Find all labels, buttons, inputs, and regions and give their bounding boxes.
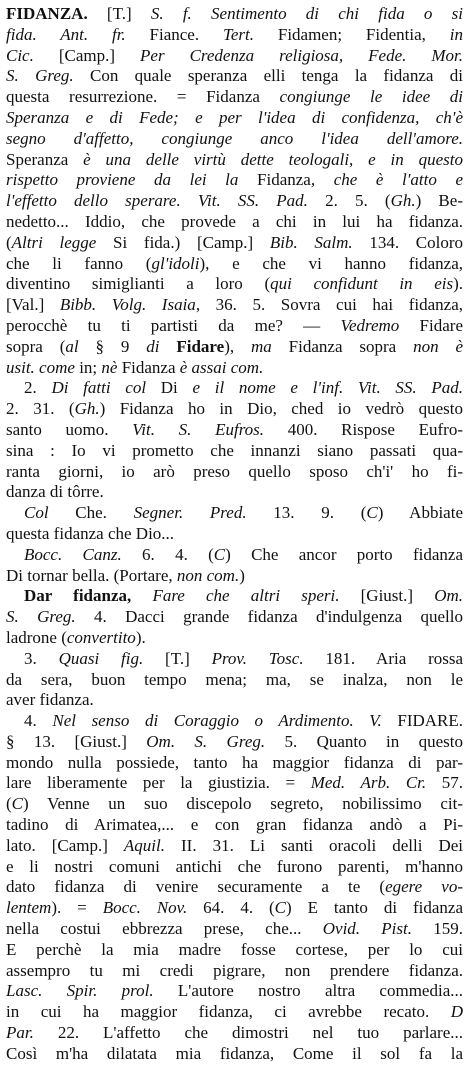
text-line (6, 337, 463, 358)
text-line (6, 711, 463, 732)
text-run: Con quale speranza elli tenga la fidanza di (73, 66, 463, 86)
italic-text: segno d'affetto, congiunge anco l'idea dell'amore. (6, 128, 463, 148)
text-run: dato fidanza di venire securamente a te ( (6, 877, 386, 897)
text-line (6, 274, 463, 295)
italic-text: Lasc. Spir. prol. (6, 981, 154, 1001)
italic-text: e il nome e l'inf. Vit. SS. Pad. (192, 378, 463, 398)
text-run: aver fidanza. (6, 690, 94, 710)
text-run: in; (74, 357, 102, 377)
text-run: Fidamen; Fidentia, (254, 24, 450, 44)
text-line (6, 919, 463, 940)
text-line (6, 566, 463, 587)
text-run: da sera, buon tempo mena; ma, se inalza, non le (6, 669, 463, 689)
text-run: 5. Quanto in questo (265, 731, 463, 751)
text-run: Speranza (6, 149, 84, 169)
italic-text: ma (251, 336, 272, 356)
text-line (6, 524, 463, 545)
text-line (6, 649, 463, 670)
italic-text: usit. come (6, 357, 75, 377)
text-run: ). (453, 274, 463, 294)
text-run: 4. (24, 711, 53, 731)
text-run: Fidanza sopra (271, 336, 414, 356)
text-run: 2. 5. ( (307, 191, 391, 211)
italic-text: Bibb. Volg. Isaia (59, 295, 196, 315)
text-line (6, 1044, 463, 1065)
text-run: diventino simiglianti a loro ( (6, 274, 271, 294)
text-run: danza di tôrre. (6, 482, 104, 502)
text-line (6, 46, 463, 67)
italic-text: fida. Ant. fr. (6, 24, 126, 44)
italic-text: Om. (434, 586, 463, 606)
text-line (6, 545, 463, 566)
bold-term: Dar fidanza, (24, 586, 132, 606)
text-run: 159. (412, 919, 463, 939)
italic-text: Gh. (390, 191, 416, 211)
text-line (6, 940, 463, 961)
italic-text: Par. (6, 1023, 34, 1043)
italic-text: Ovid. Pist. (322, 919, 412, 939)
italic-text: nè (101, 357, 118, 377)
text-run: § 9 (78, 336, 147, 356)
text-line (6, 66, 463, 87)
italic-text: Quasi fig. (58, 648, 144, 668)
text-line (6, 191, 463, 212)
text-run: [Camp.] (33, 45, 141, 65)
text-line (6, 732, 463, 753)
text-run: 13. 9. ( (246, 503, 367, 523)
text-line (6, 857, 463, 878)
text-line (6, 773, 463, 794)
text-run: 22. L'affetto che dimostri nel tuo parlare... (33, 1023, 463, 1043)
text-run: Di tornar bella. (Portare, (6, 565, 177, 585)
italic-text: Segner. Pred. (133, 503, 247, 523)
italic-text: convertito (66, 627, 136, 647)
text-run: [Val.] (6, 295, 60, 315)
text-line (6, 794, 463, 815)
text-run: ). (135, 627, 146, 647)
text-run: [T.] (87, 4, 151, 23)
italic-text: Di fatti col (51, 378, 147, 398)
text-run: Si fida.) [Camp.] (96, 232, 270, 252)
text-line (6, 129, 463, 150)
italic-text: Vit. S. Eufros. (132, 419, 265, 439)
italic-text: lentem (6, 898, 52, 918)
italic-text: , che è l'atto e (310, 170, 463, 190)
text-line (6, 150, 463, 171)
italic-text: S. Greg. (6, 66, 74, 86)
text-line (6, 586, 463, 607)
text-line (6, 690, 463, 711)
text-run: 134. Coloro (352, 232, 463, 252)
text-run: ) Fidanza ho in Dio, ched io vedrò questo (99, 399, 463, 419)
text-run: L'autore nostro altra commedia... (153, 981, 463, 1001)
text-line (6, 815, 463, 836)
text-run (131, 586, 152, 605)
text-run: 4. Dacci grande fidanza d'indulgenza quello (75, 607, 463, 627)
text-run: assempro tu mi credi pigrare, non prendere fidanza. (6, 960, 463, 980)
italic-text: Col (24, 503, 49, 523)
italic-text: qui confidunt in eis (270, 274, 454, 294)
italic-text: gl'idoli (151, 253, 200, 273)
text-line (6, 399, 463, 420)
italic-text: l'effetto dello sperare. Vit. SS. Pad. (6, 191, 308, 211)
text-run: Di (146, 378, 193, 398)
text-run: e li nostri comuni antichi che furono parenti, m'hanno (6, 856, 463, 876)
text-run: E perchè la mia madre fosse cortese, per lo cui (6, 939, 463, 959)
text-run: 400. Rispose Eufro- (264, 419, 463, 439)
text-run: [T.] (143, 648, 212, 668)
text-run: II. 31. Li santi oracoli delli Dei (165, 835, 463, 855)
italic-text: C (366, 503, 378, 523)
text-run: Fiance. (125, 24, 223, 44)
italic-text: Cic. (6, 45, 34, 65)
text-line (6, 358, 463, 379)
text-line (6, 170, 463, 191)
text-line (6, 25, 463, 46)
text-run: lare liberamente per la giustizia. = (6, 773, 311, 793)
text-run: santo uomo. (6, 419, 133, 439)
text-line (6, 877, 463, 898)
italic-text: S. f. Sentimento di chi fida o si (150, 4, 463, 23)
text-run: Così m'ha dilatata mia fidanza, Come il sol fa la (6, 1043, 463, 1063)
text-run: ) Be- (415, 191, 463, 211)
text-line (6, 420, 463, 441)
text-run: [Giust.] (339, 586, 435, 606)
bold-term: Fidare (159, 336, 225, 356)
text-run: 57. (426, 773, 463, 793)
text-run: questa fidanza che Dio... (6, 523, 175, 543)
text-run: 64. 4. ( (187, 898, 275, 918)
text-line (6, 836, 463, 857)
italic-text: di (146, 336, 160, 356)
text-line (6, 316, 463, 337)
text-line (6, 87, 463, 108)
italic-text: in (449, 24, 463, 44)
text-run: mondo nulla possiede, tanto ha maggior fidanza di par- (6, 752, 463, 772)
text-run: ( (6, 232, 12, 252)
text-run: nella costui ebbrezza prese, che... (6, 919, 323, 939)
text-line (6, 607, 463, 628)
text-line (6, 378, 463, 399)
italic-text: Nel senso di Coraggio o Ardimento. V. (52, 711, 382, 731)
text-run: nedetto... Iddio, che provede a chi in lui ha fidanza. (6, 211, 463, 231)
text-run: Fidanza (117, 357, 180, 377)
italic-text: è una delle virtù dette teologali, e in questo (83, 149, 463, 169)
italic-text: Bocc. Canz. (24, 544, 122, 564)
italic-text: Prov. Tosc. (211, 648, 304, 668)
text-run: 3. (24, 648, 59, 668)
italic-text: Med. Arb. Cr. (310, 773, 427, 793)
text-line (6, 4, 463, 25)
text-run: ) (239, 565, 245, 585)
italic-text: Fare che altri speri. (152, 586, 340, 606)
italic-text: C (213, 544, 226, 564)
text-run: ranta giorni, io arò preso quello sposo ch'i' ho fi- (6, 461, 463, 481)
text-run: , 36. 5. Sovra cui hai fidanza, (195, 295, 463, 315)
text-line (6, 898, 463, 919)
text-run: 181. Aria rossa (303, 648, 463, 668)
text-run: ). = (51, 898, 103, 918)
text-run: ) E tanto di fidanza (286, 898, 463, 918)
text-run: che li fanno ( (6, 253, 152, 273)
text-line (6, 441, 463, 462)
italic-text: Aquil. (123, 835, 166, 855)
italic-text: D (450, 1002, 463, 1022)
text-line (6, 961, 463, 982)
italic-text: C (11, 794, 24, 814)
italic-text: rispetto proviene da lei la (6, 170, 239, 190)
text-run: in cui ha maggior fidanza, ci avrebbe recato. (6, 1002, 451, 1022)
italic-text: S. Greg. (6, 607, 76, 627)
text-run: tadino di Arimatea,... e con gran fidanza andò a Pi- (6, 815, 463, 835)
text-run: Che. (48, 503, 134, 523)
italic-text: egere vo- (385, 877, 463, 897)
text-run: ) Abbiate (377, 503, 463, 523)
italic-text: Gh. (74, 399, 100, 419)
text-line (6, 1023, 463, 1044)
italic-text: Altri legge (11, 232, 97, 252)
text-run: § 13. [Giust.] (6, 731, 147, 751)
text-run: Fidanza (238, 170, 311, 190)
text-line (6, 482, 463, 503)
text-run: ( (6, 794, 12, 814)
italic-text: congiunge le idee di (279, 87, 463, 107)
italic-text: Per Credenza religiosa, Fede. Mor. (140, 45, 463, 65)
text-run: 2. (24, 378, 52, 398)
text-run: ), e che vi hanno fidanza, (199, 253, 463, 273)
italic-text: Vedremo (340, 315, 400, 335)
text-run: ) Che ancor porto fidanza (225, 544, 463, 564)
text-run: ) Venne un suo discepolo segreto, nobilissimo cit- (23, 794, 463, 814)
text-run: questa resurrezione. = Fidanza (6, 87, 280, 107)
italic-text: Speranza e di Fede; e per l'idea di confidenza, ch'è (6, 107, 463, 127)
text-line (6, 254, 463, 275)
text-line (6, 108, 463, 129)
italic-text: al (65, 336, 79, 356)
text-run: Fidare (399, 315, 463, 335)
italic-text: Bib. Salm. (269, 232, 353, 252)
italic-text: C (274, 898, 287, 918)
text-run: perocchè tu ti partisti da me? — (6, 315, 341, 335)
text-line (6, 295, 463, 316)
italic-text: non è (413, 336, 463, 356)
bold-term: FIDANZA. (6, 4, 88, 23)
text-line (6, 503, 463, 524)
italic-text: è assai com. (179, 357, 264, 377)
text-line (6, 1002, 463, 1023)
text-line (6, 670, 463, 691)
text-run: sopra ( (6, 336, 66, 356)
text-run: 6. 4. ( (121, 544, 214, 564)
text-run: sina : Io vi prometto che innanzi siano passati qua- (6, 440, 463, 460)
italic-text: non com. (176, 565, 240, 585)
text-run: ), (224, 336, 252, 356)
italic-text: Bocc. Nov. (102, 898, 188, 918)
text-run: 2. 31. ( (6, 399, 75, 419)
text-run: ladrone ( (6, 627, 67, 647)
text-line (6, 628, 463, 649)
text-line (6, 462, 463, 483)
italic-text: Tert. (222, 24, 254, 44)
text-run: FIDARE. (381, 711, 463, 731)
text-line (6, 212, 463, 233)
text-line (6, 981, 463, 1002)
text-line (6, 233, 463, 254)
text-run: lato. [Camp.] (6, 835, 124, 855)
text-line (6, 753, 463, 774)
italic-text: Om. S. Greg. (146, 731, 266, 751)
